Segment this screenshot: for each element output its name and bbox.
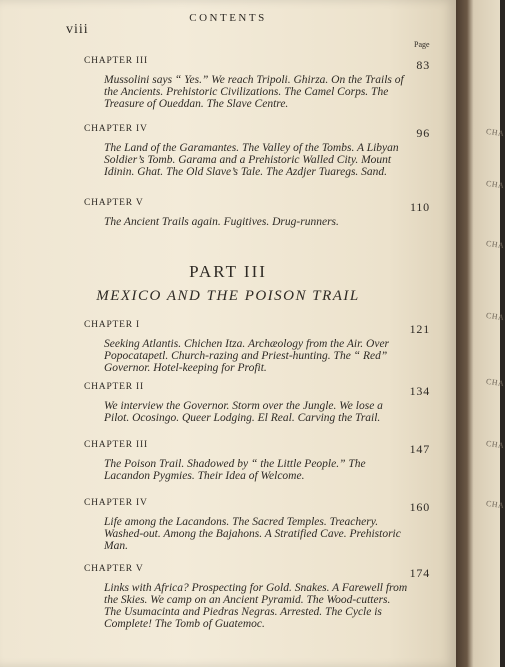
chapter-entry xyxy=(84,320,430,374)
chapter-description: Life among the Lacandons. The Sacred Temples. Treachery. Washed-out. Among the Bajahons. A Stratified Cave. Prehistoric Man. xyxy=(104,516,401,552)
chapter-label: CHAPTER V xyxy=(84,198,144,208)
chapter-entry xyxy=(84,564,430,630)
next-page-fragment: CHA xyxy=(485,178,505,191)
next-page-fragment: CHA xyxy=(485,310,505,323)
chapter-page-number: 96 xyxy=(416,126,430,140)
chapter-description: Seeking Atlantis. Chichen Itza. Archæology from the Air. Over Popocatapetl. Church-razing and Priest-hunting. The “ Red” Governor. Hotel-keeping for Profit. xyxy=(104,338,390,374)
chapter-page-number: 174 xyxy=(409,566,430,580)
chapter-entry xyxy=(84,124,430,178)
part-subtitle: MEXICO AND THE POISON TRAIL xyxy=(96,288,360,304)
page-column-label: Page xyxy=(414,40,430,49)
chapter-entry xyxy=(84,382,430,424)
chapter-entry xyxy=(84,498,430,552)
chapter-label: CHAPTER IV xyxy=(84,124,148,134)
next-page-fragment: CHA xyxy=(485,238,505,251)
chapter-page-number: 110 xyxy=(410,200,430,214)
chapter-page-number: 121 xyxy=(409,322,430,336)
chapter-page-number: 134 xyxy=(409,384,430,398)
page-folio-number: viii xyxy=(66,22,89,37)
page-header-title: CONTENTS xyxy=(189,12,267,24)
chapter-label: CHAPTER III xyxy=(84,56,148,66)
chapter-label: CHAPTER II xyxy=(84,382,144,392)
chapter-label: CHAPTER IV xyxy=(84,498,148,508)
chapter-description: Links with Africa? Prospecting for Gold. Snakes. A Farewell from the Skies. We camp on an Ancient Pyramid. The Wood-cutters. The Usumacinta and Piedras Negras. Arrested. The Cycle is Complete! The Tomb of Guatemoc. xyxy=(104,582,408,630)
part-title: PART III xyxy=(189,262,267,281)
chapter-label: CHAPTER V xyxy=(84,564,144,574)
chapter-description: The Poison Trail. Shadowed by “ the Little People.” The Lacandon Pygmies. Their Idea of Welcome. xyxy=(104,458,366,482)
chapter-label: CHAPTER I xyxy=(84,320,141,330)
next-page-fragment: CHA xyxy=(485,126,505,139)
next-page-fragment: CHA xyxy=(485,438,505,451)
chapter-page-number: 83 xyxy=(416,58,430,72)
chapter-entry xyxy=(84,440,430,482)
chapter-label: CHAPTER III xyxy=(84,440,148,450)
chapter-description: We interview the Governor. Storm over the Jungle. We lose a Pilot. Ocosingo. Queer Lodging. El Real. Carving the Trail. xyxy=(104,400,383,424)
chapter-description: Mussolini says “ Yes.” We reach Tripoli. Ghirza. On the Trails of the Ancients. Prehistoric Civilizations. The Camel Corps. The Treasure of Oueddan. The Slave Centre. xyxy=(104,74,404,110)
next-page-edge xyxy=(456,0,505,667)
chapter-description: The Land of the Garamantes. The Valley of the Tombs. A Libyan Soldier’s Tomb. Garama and a Prehistoric Walled City. Mount Idinin. Ghat. The Old Slave’s Tale. The Azdjer Tuaregs. Sand. xyxy=(104,142,399,178)
next-page-fragment: CHA xyxy=(485,376,505,389)
next-page-fragment: CHA xyxy=(485,498,505,511)
chapter-page-number: 147 xyxy=(409,442,430,456)
chapter-entry xyxy=(84,198,430,228)
chapter-description: The Ancient Trails again. Fugitives. Drug-runners. xyxy=(104,216,339,228)
chapter-page-number: 160 xyxy=(409,500,430,514)
chapter-entry xyxy=(84,56,430,110)
